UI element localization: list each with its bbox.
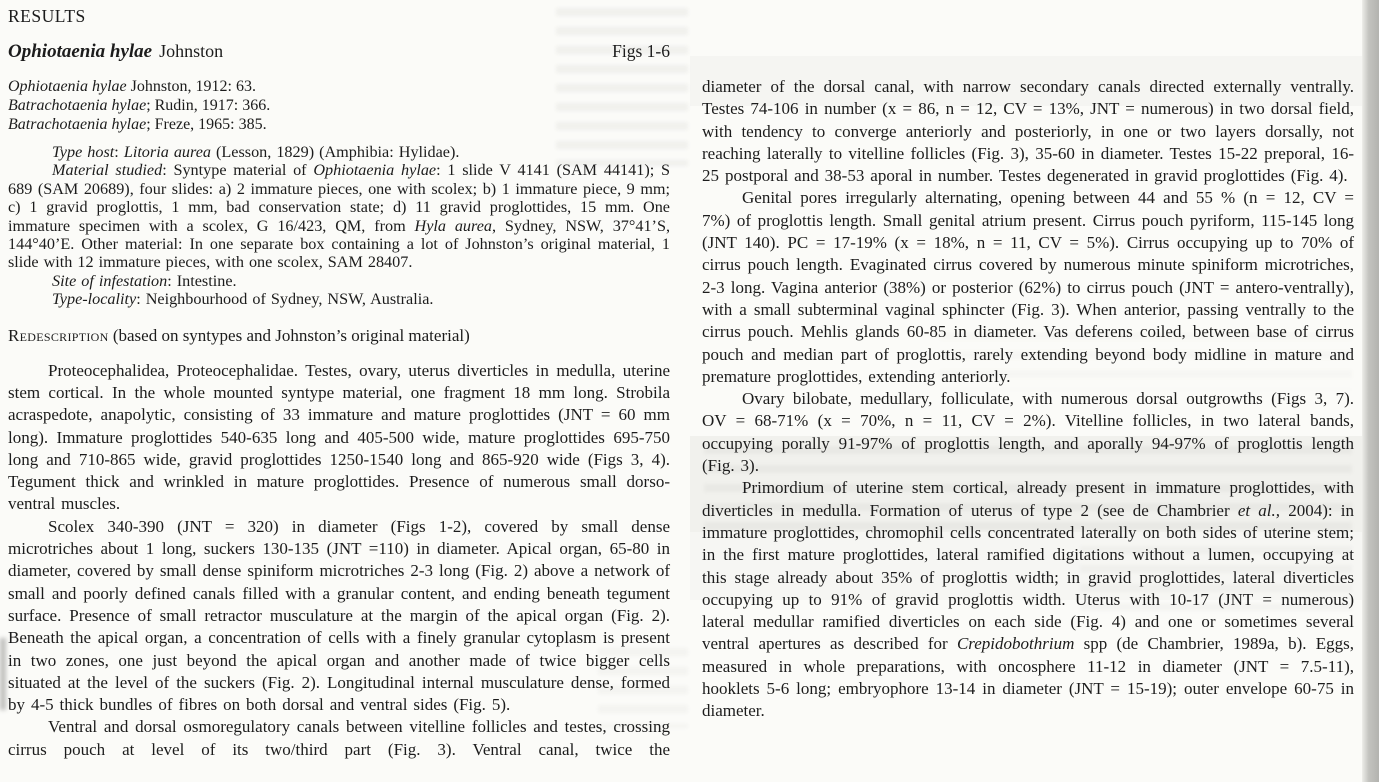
left-column — [8, 6, 670, 761]
species-author: Johnston — [159, 41, 224, 61]
body-paragraph: Proteocephalidea, Proteocephalidae. Testes, ovary, uterus diverticles in medulla, uterine stem cortical. In the whole mounted syntype material, one fragment 18 mm long. Strobila acraspedote, anapolytic, consisting of 33 immature and mature proglottides (JNT = 60 mm long). Immature proglottides 540-635 long and 405-500 wide, mature proglottides 695-750 long and 710-865 wide, gravid proglottides 1250-1540 long and 865-920 wide (Figs 3, 4). Tegument thick and wrinkled in mature proglottides. Presence of numerous small dorso-ventral muscles. — [8, 360, 670, 514]
species-heading-row — [8, 41, 670, 63]
results-section-heading: RESULTS — [8, 6, 86, 26]
scan-edge-band — [1362, 0, 1379, 782]
right-body-text — [702, 76, 1354, 723]
type-material-block — [8, 143, 670, 309]
species-heading — [8, 41, 223, 63]
synonymy-line: Ophiotaenia hylae Johnston, 1912: 63. — [8, 78, 256, 95]
right-column — [702, 76, 1354, 723]
left-body-text — [8, 360, 670, 761]
body-paragraph: Scolex 340-390 (JNT = 320) in diameter (Figs 1-2), covered by small dense microtriches about 1 long, suckers 130-135 (JNT =110) in diameter. Apical organ, 65-80 in diameter, covered by small dense spiniform microtriches 2-3 long (Fig. 2) above a network of small and poorly defined canals filled with a granular content, and ending beneath tegument surface. Presence of small retractor musculature at the margin of the apical organ (Fig. 2). Beneath the apical organ, a concentration of cells with a finely granular cytoplasm is present in two zones, one just beyond the apical organ and another made of twice bigger cells situated at the level of the suckers (Fig. 2). Longitudinal internal musculature dense, formed by 4-5 thick bundles of fibres on both dorsal and ventral sides (Fig. 5). — [8, 516, 670, 715]
synonymy-line: Batrachotaenia hylae; Freze, 1965: 385. — [8, 116, 267, 133]
body-paragraph: Ovary bilobate, medullary, folliculate, with numerous dorsal outgrowths (Figs 3, 7). OV = 68-71% (x = 70%, n = 11, CV = 2%). Vitelline follicles, in two lateral bands, occupying porally 91-97% of proglottis length, and aporally 94-97% of proglottis length (Fig. 3). — [702, 389, 1354, 476]
scan-smudge — [0, 638, 6, 710]
site-of-infestation-paragraph: Site of infestation: Intestine. — [52, 271, 237, 290]
type-host-paragraph: Type host: Litoria aurea (Lesson, 1829) (Amphibia: Hylidae). — [52, 143, 460, 161]
body-paragraph: Primordium of uterine stem cortical, already present in immature proglottides, with diverticles in medulla. Formation of uterus of type 2 (see de Chambrier et al., 2004): in immature proglottides, chromophil cells concentrated laterally on both sides of uterine stem; in the first mature proglottides, lateral ramified digitations without a lumen, occupying at this stage already about 35% of proglottis width; in gravid proglottides, lateral diverticles occupying up to 91% of gravid proglottis width. Uterus with 10-17 (JNT = numerous) lateral medullar ramified diverticles on each side (Fig. 4) and one or sometimes several ventral apertures as described for Crepidobothrium spp (de Chambrier, 1989a, b). Eggs, measured in whole preparations, with oncosphere 11-12 in diameter (JNT = 7.5-11), hooklets 5-6 long; embryophore 13-14 in diameter (JNT = 15-19); outer envelope 60-75 in diameter. — [702, 478, 1354, 721]
body-paragraph: Genital pores irregularly alternating, opening between 44 and 55 % (n = 12, CV = 7%) of proglottis length. Small genital atrium present. Cirrus pouch pyriform, 115-145 long (JNT 140). PC = 17-19% (x = 18%, n = 11, CV = 5%). Cirrus occupying up to 70% of cirrus pouch length. Evaginated cirrus covered by numerous minute spiniform microtriches, 2-3 long. Vagina anterior (38%) or posterior (62%) to cirrus pouch (JNT = antero-ventrally), with a small subterminal vaginal sphincter (Fig. 3). When anterior, passing ventrally to the cirrus pouch. Mehlis glands 60-85 in diameter. Vas deferens coiled, between base of cirrus pouch and median part of proglottis, rarely extending beyond body midline in mature and premature proglottides, extending anteriorly. — [702, 188, 1354, 386]
type-locality-paragraph: Type-locality: Neighbourhood of Sydney, NSW, Australia. — [52, 290, 434, 309]
redescription-heading: Redescription (based on syntypes and Johnston’s original material) — [8, 325, 470, 345]
synonymy-list — [8, 77, 670, 134]
figs-reference: Figs 1-6 — [612, 41, 670, 61]
synonymy-line: Batrachotaenia hylae; Rudin, 1917: 366. — [8, 97, 271, 114]
material-studied-paragraph: Material studied: Syntype material of Ophiotaenia hylae: 1 slide V 4141 (SAM 44141); S 689 (SAM 20689), four slides: a) 2 immature pieces, one with scolex; b) 1 immature piece, 9 mm; c) 1 gravid proglottis, 1 mm, bad conservation state; d) 11 gravid proglottides, 15 mm. One immature specimen with a scolex, G 16/423, QM, from Hyla aurea, Sydney, NSW, 37°41’S, 144°40’E. Other material: In one separate box containing a lot of Johnston’s original material, 1 slide with 12 immature pieces, with one scolex, SAM 28407. — [8, 161, 671, 272]
species-name: Ophiotaenia hylae — [8, 41, 153, 62]
body-paragraph: diameter of the dorsal canal, with narrow secondary canals directed externally ventrally. Testes 74-106 in number (x = 86, n = 12, CV = 13%, JNT = numerous) in two dorsal field, with tendency to converge anteriorly and posteriorly, in one or two layers dorsally, not reaching laterally to vitelline follicles (Fig. 3), 35-60 in diameter. Testes 15-22 preporal, 16-25 postporal and 38-53 aporal in number. Testes degenerated in gravid proglottides (Fig. 4). — [702, 77, 1354, 186]
body-paragraph: Ventral and dorsal osmoregulatory canals between vitelline follicles and testes, crossing cirrus pouch at level of its two/third part (Fig. 3). Ventral canal, twice the — [8, 717, 670, 759]
